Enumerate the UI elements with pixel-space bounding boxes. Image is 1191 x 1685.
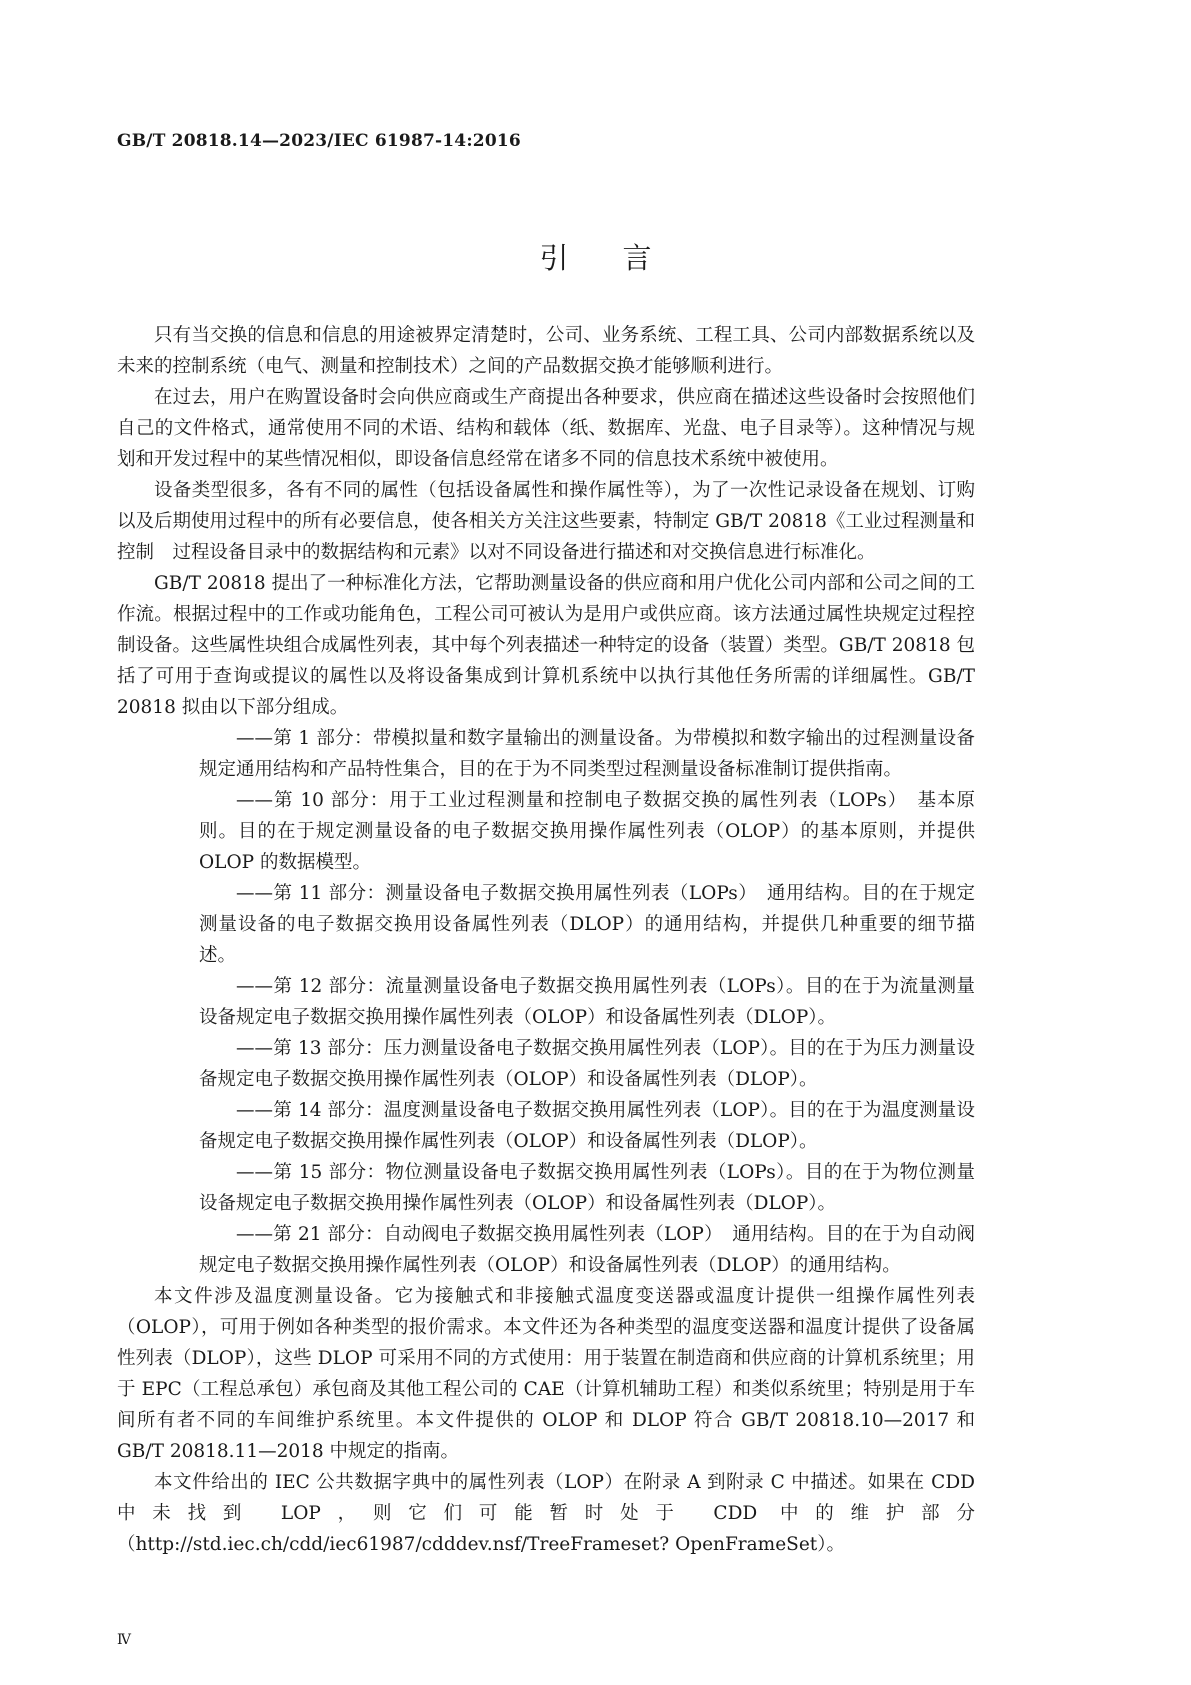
list-item-part-14: ——第 14 部分：温度测量设备电子数据交换用属性列表（LOP）。目的在于为温度测量设备规定电子数据交换用操作属性列表（OLOP）和设备属性列表（DLOP）。 bbox=[199, 1100, 975, 1152]
page-number: Ⅳ bbox=[117, 1632, 131, 1648]
paragraph: GB/T 20818 提出了一种标准化方法，它帮助测量设备的供应商和用户优化公司内部和公司之间的工作流。根据过程中的工作或功能角色，工程公司可被认为是用户或供应商。该方法通过属性块规定过程控制设备。这些属性块组合成属性列表，其中每个列表描述一种特定的设备（装置）类型。GB/T 20818 包括了可用于查询或提议的属性以及将设备集成到计算机系统中以执行其他任务所需的详细属性。GB/T 20818 拟由以下部分组成。 bbox=[117, 573, 975, 718]
paragraph: 本文件涉及温度测量设备。它为接触式和非接触式温度变送器或温度计提供一组操作属性列表（OLOP），可用于例如各种类型的报价需求。本文件还为各种类型的温度变送器和温度计提供了设备属性列表（DLOP），这些 DLOP 可采用不同的方式使用：用于装置在制造商和供应商的计算机系统里；用于 EPC（工程总承包）承包商及其他工程公司的 CAE（计算机辅助工程）和类似系统里；特别是用于车间所有者不同的车间维护系统里。本文件提供的 OLOP 和 DLOP 符合 GB/T 20818.10—2017 和 GB/T 20818.11—2018 中规定的指南。 bbox=[117, 1286, 975, 1462]
page-title: 引言 bbox=[539, 241, 706, 275]
list-item-part-13: ——第 13 部分：压力测量设备电子数据交换用属性列表（LOP）。目的在于为压力测量设备规定电子数据交换用操作属性列表（OLOP）和设备属性列表（DLOP）。 bbox=[199, 1038, 975, 1090]
list-item-part-1: ——第 1 部分：带模拟量和数字量输出的测量设备。为带模拟和数字输出的过程测量设备规定通用结构和产品特性集合，目的在于为不同类型过程测量设备标准制订提供指南。 bbox=[199, 728, 975, 780]
paragraph: 只有当交换的信息和信息的用途被界定清楚时，公司、业务系统、工程工具、公司内部数据系统以及未来的控制系统（电气、测量和控制技术）之间的产品数据交换才能够顺利进行。 bbox=[117, 325, 975, 377]
list-item-part-10: ——第 10 部分：用于工业过程测量和控制电子数据交换的属性列表（LOPs） 基本原则。目的在于规定测量设备的电子数据交换用操作属性列表（OLOP）的基本原则，并提供 OLOP 的数据模型。 bbox=[199, 790, 975, 873]
list-item-part-21: ——第 21 部分：自动阀电子数据交换用属性列表（LOP） 通用结构。目的在于为自动阀规定电子数据交换用操作属性列表（OLOP）和设备属性列表（DLOP）的通用结构。 bbox=[199, 1224, 975, 1276]
paragraph: 在过去，用户在购置设备时会向供应商或生产商提出各种要求，供应商在描述这些设备时会按照他们自己的文件格式，通常使用不同的术语、结构和载体（纸、数据库、光盘、电子目录等）。这种情况与规划和开发过程中的某些情况相似，即设备信息经常在诸多不同的信息技术系统中被使用。 bbox=[117, 387, 975, 470]
list-item-part-11: ——第 11 部分：测量设备电子数据交换用属性列表（LOPs） 通用结构。目的在于规定测量设备的电子数据交换用设备属性列表（DLOP）的通用结构，并提供几种重要的细节描述。 bbox=[199, 883, 975, 966]
paragraph: 设备类型很多，各有不同的属性（包括设备属性和操作属性等），为了一次性记录设备在规划、订购以及后期使用过程中的所有必要信息，使各相关方关注这些要素，特制定 GB/T 20818《工业过程测量和控制 过程设备目录中的数据结构和元素》以对不同设备进行描述和对交换信息进行标准化。 bbox=[117, 480, 975, 563]
list-item-part-15: ——第 15 部分：物位测量设备电子数据交换用属性列表（LOPs）。目的在于为物位测量设备规定电子数据交换用操作属性列表（OLOP）和设备属性列表（DLOP）。 bbox=[199, 1162, 975, 1214]
standard-number: GB/T 20818.14—2023/IEC 61987-14:2016 bbox=[117, 131, 521, 151]
paragraph: 本文件给出的 IEC 公共数据字典中的属性列表（LOP）在附录 A 到附录 C 中描述。如果在 CDD 中未找到 LOP，则它们可能暂时处于 CDD 中的维护部分（http://std.iec.ch/cdd/iec61987/cdddev.nsf/TreeFrameset? OpenFrameSet）。 bbox=[117, 1472, 975, 1555]
list-item-part-12: ——第 12 部分：流量测量设备电子数据交换用属性列表（LOPs）。目的在于为流量测量设备规定电子数据交换用操作属性列表（OLOP）和设备属性列表（DLOP）。 bbox=[199, 976, 975, 1028]
document-body bbox=[117, 320, 975, 1560]
